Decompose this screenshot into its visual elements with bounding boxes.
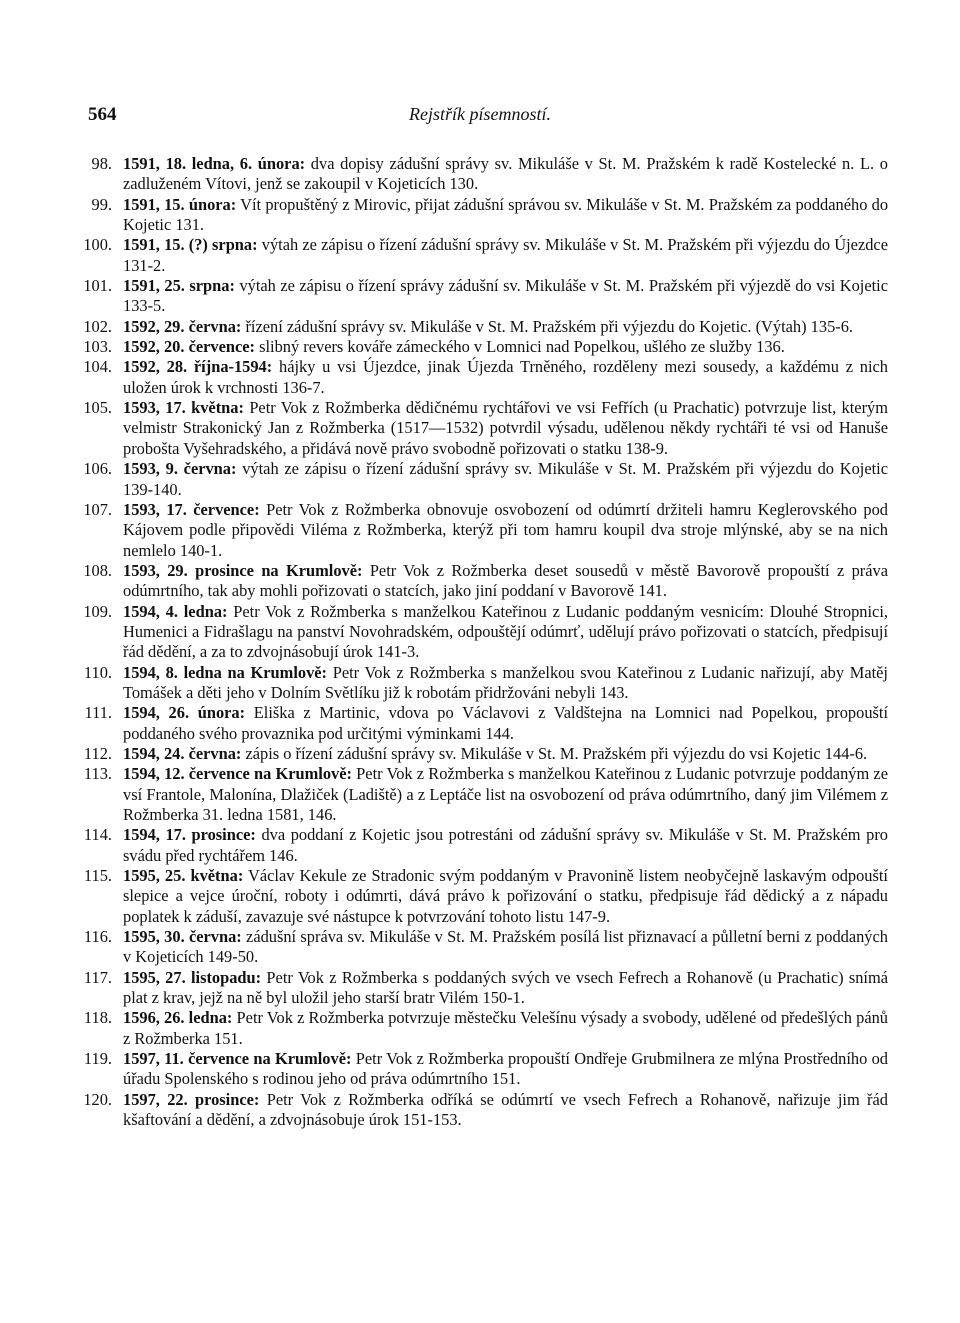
register-entry	[78, 195, 888, 236]
entry-date: 1596, 26. ledna:	[123, 1008, 233, 1028]
register-entry	[78, 317, 888, 337]
entry-number: 105.	[83, 398, 112, 418]
entry-date: 1592, 20. července:	[123, 337, 255, 357]
entry-date: 1591, 18. ledna, 6. února:	[123, 154, 306, 173]
running-title: Rejstřík písemností.	[409, 104, 551, 124]
entry-date: 1594, 12. července na Krumlově:	[123, 764, 352, 784]
entry-text: Petr Vok z Rožmberka propouští Ondřeje Grubmilnera ze mlýna Prostředního od úřadu Spolenského s rodinou jeho od práva odúmrtního 151.	[123, 1049, 888, 1089]
entry-number: 110.	[83, 662, 112, 682]
register-entry	[78, 235, 888, 276]
entry-text: Petr Vok z Rožmberka s manželkou Kateřinou z Ludanic potvrzuje poddaným ze vsí Frantole, Malonína, Dlažiček (Ladiště) a z Leptáče list na osvobození od práva odúmrtního, daný jim Vilémem z Rožmberka 31. ledna 1581, 146.	[123, 764, 888, 824]
entry-date: 1594, 8. ledna na Krumlově:	[123, 662, 328, 682]
entry-number: 98.	[91, 154, 112, 173]
entry-text: Václav Kekule ze Stradonic svým poddaným v Pravonině listem neobyčejně laskavým odpouští slepice a vejce úroční, roboty i odúmrti, dává právo k pořizování o statku, předpisuje řád dědický a z nápadu poplatek k záduší, zavazuje své nástupce k potvrzování tohoto listu 147-9.	[123, 866, 888, 926]
entry-text: Petr Vok z Rožmberka s manželkou svou Kateřinou z Ludanic nařizují, aby Matěj Tomášek a děti jeho v Dolním Světlíku již k robotám přidržováni nebyli 143.	[123, 662, 888, 702]
register-entry	[78, 459, 888, 500]
register-entry	[78, 154, 888, 195]
register-entry	[78, 744, 888, 764]
entry-date: 1593, 9. června:	[123, 459, 237, 479]
entry-date: 1591, 15. (?) srpna:	[123, 235, 258, 255]
entry-number: 108.	[83, 560, 112, 580]
entry-number: 109.	[83, 601, 112, 621]
entry-text: dva poddaní z Kojetic jsou potrestáni od zádušní správy sv. Mikuláše v St. M. Pražském pro svádu před rychtářem 146.	[123, 825, 888, 865]
register-entry	[78, 703, 888, 744]
entry-number: 100.	[83, 235, 112, 255]
page-number: 564	[88, 104, 117, 125]
entry-number: 101.	[83, 276, 112, 296]
entry-date: 1594, 17. prosince:	[123, 825, 256, 845]
entry-date: 1594, 24. června:	[123, 743, 242, 763]
register-entry	[78, 602, 888, 663]
register-entry	[78, 276, 888, 317]
entry-date: 1592, 28. října-1594:	[123, 357, 273, 377]
register-entry	[78, 337, 888, 357]
entry-text: Petr Vok z Rožmberka s poddaných svých ve vsech Fefrech a Rohanově (u Prachatic) snímá plat z krav, jejž na ně byl uložil jeho starší bratr Vilém 150-1.	[123, 967, 889, 1008]
entry-text: výtah ze zápisu o řízení správy zádušní sv. Mikuláše v St. M. Pražském při výjezdě do vsi Kojetic 133-5.	[123, 276, 888, 316]
register-entries	[78, 154, 888, 1131]
entry-number: 99.	[91, 194, 112, 214]
entry-date: 1597, 22. prosince:	[123, 1089, 260, 1109]
entry-number: 107.	[83, 499, 112, 519]
entry-date: 1591, 25. srpna:	[123, 276, 235, 296]
entry-text: Petr Vok z Rožmberka potvrzuje městečku Velešínu výsady a svobody, udělené od předešlých pánů z Rožmberka 151.	[123, 1008, 888, 1048]
entry-number: 116.	[83, 927, 112, 947]
entry-number: 120.	[83, 1089, 112, 1109]
entry-number: 114.	[83, 825, 112, 845]
entry-number: 102.	[83, 316, 112, 336]
entry-text: zádušní správa sv. Mikuláše v St. M. Pražském posílá list přiznavací a půlletní berni z poddaných v Kojeticích 149-50.	[123, 927, 888, 967]
register-entry	[78, 968, 888, 1009]
entry-text: Petr Vok z Rožmberka obnovuje osvobození od odúmrtí držiteli hamru Keglerovského pod Kájovem podle připovědi Viléma z Rožmberka, kterýž při tom hamru koupil dva stroje mlýnské, aby se na nich nemlelo 140-1.	[123, 499, 888, 560]
entry-number: 106.	[83, 459, 112, 479]
entry-date: 1593, 17. července:	[123, 499, 260, 519]
entry-text: výtah ze zápisu o řízení zádušní správy sv. Mikuláše v St. M. Pražském při výjezdu do Kojetic 139-140.	[123, 459, 888, 499]
entry-date: 1593, 29. prosince na Krumlově:	[123, 560, 363, 580]
entry-text: dva dopisy zádušní správy sv. Mikuláše v St. M. Pražském k radě Kostelecké n. L. o zadluženém Vítovi, jenž se zakoupil v Kojeticích 130.	[123, 154, 888, 194]
entry-number: 103.	[83, 337, 112, 357]
entry-number: 112.	[83, 743, 112, 763]
entry-date: 1594, 26. února:	[123, 703, 246, 723]
register-entry	[78, 927, 888, 968]
entry-text: slibný revers kováře zámeckého v Lomnici nad Popelkou, ušlého ze služby 136.	[259, 337, 785, 357]
entry-number: 119.	[83, 1049, 112, 1069]
register-entry	[78, 866, 888, 927]
register-entry	[78, 1049, 888, 1090]
entry-text: Petr Vok z Rožmberka deset sousedů v městě Bavorově propouští z práva odúmrtního, tak aby mohli pořizovati o statcích, jako jiní poddaní v Bavorově 141.	[123, 560, 888, 601]
register-entry	[78, 398, 888, 459]
entry-number: 113.	[83, 764, 112, 784]
register-entry	[78, 764, 888, 825]
register-entry	[78, 357, 888, 398]
entry-date: 1592, 29. června:	[123, 316, 242, 336]
page-header	[88, 104, 872, 130]
entry-number: 118.	[83, 1008, 112, 1028]
register-entry	[78, 1008, 888, 1049]
entry-number: 111.	[84, 703, 112, 723]
entry-date: 1595, 27. listopadu:	[123, 967, 262, 987]
register-entry	[78, 500, 888, 561]
entry-text: Eliška z Martinic, vdova po Václavovi z Valdštejna na Lomnici nad Popelkou, propouští poddaného svého provaznika pod určitými výminkami 144.	[123, 703, 888, 743]
entry-date: 1595, 25. května:	[123, 866, 244, 886]
entry-date: 1593, 17. května:	[123, 398, 244, 418]
entry-number: 104.	[83, 357, 112, 377]
entry-text: Petr Vok z Rožmberka odříká se odúmrtí ve vsech Fefrech a Rohanově, nařizuje jim řád kšaftování a dědění, a zdvojnásobuje úrok 151-153.	[123, 1089, 888, 1130]
entry-text: Petr Vok z Rožmberka dědičnému rychtářovi ve vsi Fefřích (u Prachatic) potvrzuje list, kterým velmistr Strakonický Jan z Rožmberka (1517—1532) potvrdil výsadu, udělenou někdy rychtáři té vsi od Hanuše probošta Vyšehradského, a přidává nově právo svobodně pořizovati o statku 138-9.	[123, 398, 888, 458]
entry-date: 1591, 15. února:	[123, 194, 237, 214]
entry-text: Petr Vok z Rožmberka s manželkou Kateřinou z Ludanic poddaným vesnicím: Dlouhé Stropnici, Humenici a Fidrašlagu na panství Novohradském, odpouštějí odúmrť, udělují právo pořizovati o statcích, předpisují řád dědění, a za to zdvojnásobují úrok 141-3.	[123, 601, 888, 662]
entry-text: Vít propuštěný z Mirovic, přijat zádušní správou sv. Mikuláše v St. M. Pražském za poddaného do Kojetic 131.	[123, 194, 889, 235]
register-entry	[78, 561, 888, 602]
entry-text: výtah ze zápisu o řízení zádušní správy sv. Mikuláše v St. M. Pražském při výjezdu do Újezdce 131-2.	[123, 235, 888, 275]
entry-text: řízení zádušní správy sv. Mikuláše v St. M. Pražském při výjezdu do Kojetic. (Výtah) 135-6.	[245, 316, 854, 336]
register-entry	[78, 825, 888, 866]
entry-date: 1597, 11. července na Krumlově:	[123, 1049, 352, 1069]
register-entry	[78, 1090, 888, 1131]
entry-text: hájky u vsi Újezdce, jinak Újezda Trněného, rozděleny mezi sousedy, a každému z nich uložen úrok k vrchnosti 136-7.	[123, 357, 889, 397]
entry-date: 1594, 4. ledna:	[123, 601, 228, 621]
register-entry	[78, 663, 888, 704]
entry-date: 1595, 30. června:	[123, 927, 242, 947]
entry-number: 117.	[83, 967, 112, 987]
entry-text: zápis o řízení zádušní správy sv. Mikuláše v St. M. Pražském při výjezdu do vsi Kojetic 144-6.	[245, 743, 868, 763]
entry-number: 115.	[83, 866, 112, 886]
